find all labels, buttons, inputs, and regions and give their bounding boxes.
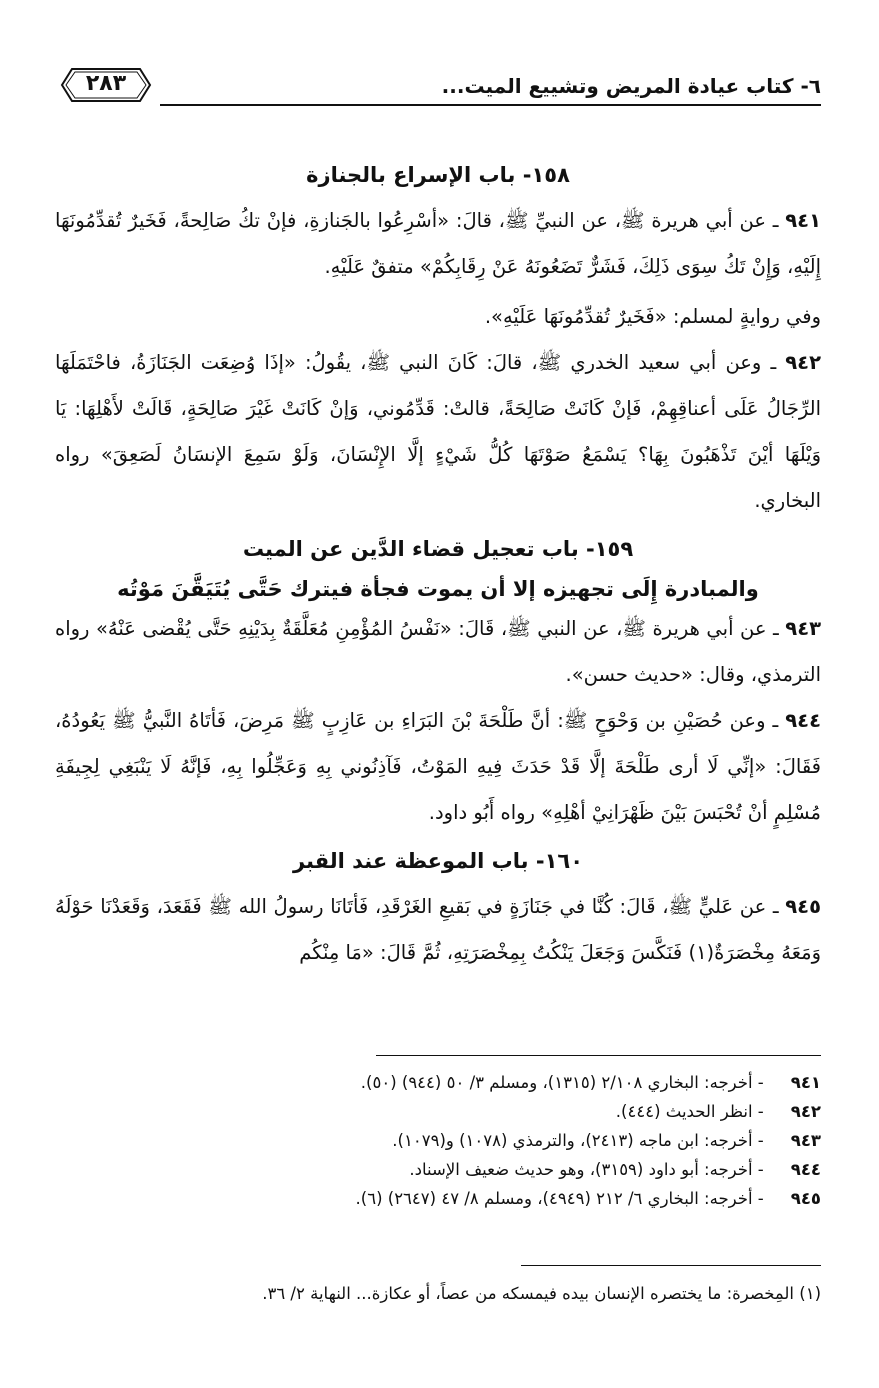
hadith-text: ـ وعن أبي سعيد الخدري ﷺ، قالَ: كَانَ النبي ﷺ، يقُولُ: «إذَا وُضِعَت الجَنَازَةُ، فاحْتَمَلَهَا الرِّجَالُ عَلَى أعناقِهِمْ، فَإنْ كَانَتْ صَالِحَةً، قالتْ: قَدِّمُوني، وَإنْ كَانَتْ غَيْرَ صَالِحَةٍ، قَالَتْ لأَهْلِهَا: يَا وَيْلَهَا أيْنَ تَذْهَبُونَ بِهَا؟ يَسْمَعُ صَوْتَهَا كُلُّ شَيْءٍ إلَّا الإِنْسَانَ، وَلَوْ سَمِعَ الإنسَانُ لَصَعِقَ» رواه البخاري.: [55, 351, 821, 512]
reference-item: ٩٤٣ - أخرجه: ابن ماجه (٢٤١٣)، والترمذي (١٠٧٨) و(١٠٧٩).: [55, 1126, 821, 1155]
page-number: ٢٨٣: [85, 71, 127, 96]
hadith-number: ٩٤٤: [785, 709, 821, 732]
hadith-text: ـ عن أبي هريرة ﷺ، عن النبيِّ ﷺ، قالَ: «أسْرِعُوا بالجَنازةِ، فإنْ تكُ صَالِحةً، فَخَيرٌ تُقدِّمُونَهَا إِلَيْهِ، وَإِنْ تَكُ سِوَى ذَلِكَ، فَشَرٌّ تَضَعُونَهُ عَنْ رِقَابِكُمْ» متفقٌ عَلَيْهِ.: [55, 209, 821, 278]
chapter-heading-160: ١٦٠- باب الموعظة عند القبر: [292, 849, 584, 873]
hadith-number: ٩٤٣: [785, 617, 822, 640]
footnote-divider: [521, 1265, 821, 1266]
references-divider: [376, 1055, 821, 1056]
reference-text: أخرجه: أبو داود (٣١٥٩)، وهو حديث ضعيف الإسناد.: [409, 1160, 753, 1179]
reference-item: ٩٤٢ - انظر الحديث (٤٤٤).: [55, 1097, 821, 1126]
running-title: ٦- كتاب عيادة المريض وتشييع الميت...: [441, 74, 821, 98]
reference-number: ٩٤٤: [790, 1160, 821, 1179]
hadith-text: ـ عن أبي هريرة ﷺ، عن النبي ﷺ، قَالَ: «نَفْسُ المُؤْمِنِ مُعَلَّقَةٌ بِدَيْنِهِ حَتَّى يُقْضى عَنْهُ» رواه الترمذي، وقال: «حديث حسن».: [55, 617, 821, 686]
references-list: [55, 1068, 821, 1213]
hadith-945: [55, 884, 821, 976]
reference-number: ٩٤١: [790, 1073, 821, 1092]
hadith-944: [55, 698, 821, 836]
footnote: (١) المِخصرة: ما يختصره الإنسان بيده فيمسكه من عصاً، أو عكازة... النهاية ٢/ ٣٦.: [262, 1284, 821, 1303]
reference-text: أخرجه: ابن ماجه (٢٤١٣)، والترمذي (١٠٧٨) و(١٠٧٩).: [392, 1131, 753, 1150]
hadith-941: [55, 198, 821, 290]
reference-item: ٩٤٤ - أخرجه: أبو داود (٣١٥٩)، وهو حديث ضعيف الإسناد.: [55, 1155, 821, 1184]
hadith-943: [55, 606, 821, 698]
reference-text: أخرجه: البخاري ٢/١٠٨ (١٣١٥)، ومسلم ٣/ ٥٠ (٩٤٤) (٥٠).: [360, 1073, 753, 1092]
hadith-942: [55, 340, 821, 524]
chapter-heading-159: ١٥٩- باب تعجيل قضاء الدَّين عن الميت: [242, 537, 634, 561]
reference-item: ٩٤٥ - أخرجه: البخاري ٦/ ٢١٢ (٤٩٤٩)، ومسلم ٨/ ٤٧ (٢٦٤٧) (٦).: [55, 1184, 821, 1213]
hadith-text: ـ عن عَليٍّ ﷺ، قَالَ: كُنَّا في جَنَازَةٍ في بَقيعِ الغَرْقَدِ، فَأتَانَا رسولُ الله ﷺ فَقَعَدَ، وَقَعَدْنَا حَوْلَهُ وَمَعَهُ مِخْصَرَةٌ(١) فَنَكَّسَ وَجَعَلَ يَنْكُتُ بِمِخْصَرَتِهِ، ثُمَّ قَالَ: «مَا مِنْكُم: [55, 895, 821, 964]
hadith-number: ٩٤٥: [785, 895, 821, 918]
chapter-heading-158: ١٥٨- باب الإسراع بالجنازة: [306, 163, 570, 187]
reference-text: أخرجه: البخاري ٦/ ٢١٢ (٤٩٤٩)، ومسلم ٨/ ٤٧ (٢٦٤٧) (٦).: [355, 1189, 753, 1208]
main-content: [55, 150, 821, 976]
page-number-badge: [60, 66, 152, 104]
hadith-941-variant: [55, 294, 821, 340]
hadith-text: ـ وعن حُصَيْنِ بن وَحْوَحٍ ﷺ: أنَّ طَلْحَةَ بْنَ البَرَاءِ بن عَازِبٍ ﷺ مَرِضَ، فَأتَاهُ النَّبيُّ ﷺ يَعُودُهُ، فَقَالَ: «إنِّي لَا أرى طَلْحَةَ إلَّا قَدْ حَدَثَ فِيهِ المَوْتُ، فَآذِنُوني بِهِ وَعَجِّلُوا بِهِ، فَإنَّهُ لَا يَنْبَغِي لِجِيفَةِ مُسْلِمٍ أنْ تُحْبَسَ بَيْنَ ظَهْرَانِيْ أهْلِهِ» رواه أَبُو داود.: [55, 709, 821, 824]
reference-number: ٩٤٣: [790, 1131, 821, 1150]
page-header: [60, 58, 821, 110]
chapter-subheading-159: والمبادرة إِلَى تجهيزه إلا أن يموت فجأة فيترك حَتَّى يُتَيَقَّنَ مَوْتُه: [117, 577, 759, 601]
reference-item: ٩٤١ - أخرجه: البخاري ٢/١٠٨ (١٣١٥)، ومسلم ٣/ ٥٠ (٩٤٤) (٥٠).: [55, 1068, 821, 1097]
hadith-number: ٩٤٢: [785, 351, 821, 374]
reference-number: ٩٤٢: [790, 1102, 821, 1121]
hadith-number: ٩٤١: [785, 209, 821, 232]
reference-text: انظر الحديث (٤٤٤).: [615, 1102, 753, 1121]
reference-number: ٩٤٥: [790, 1189, 821, 1208]
header-rule: [160, 104, 821, 106]
hadith-text: وفي روايةٍ لمسلم: «فَخَيرٌ تُقدِّمُونَهَا عَلَيْهِ».: [484, 305, 821, 328]
